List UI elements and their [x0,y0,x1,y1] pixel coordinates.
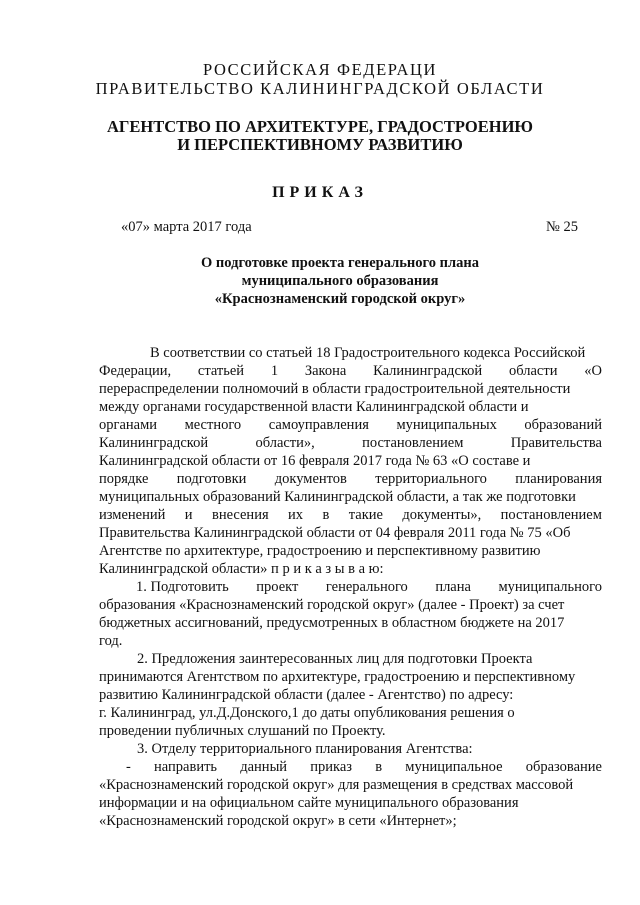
preamble-line-6 [99,434,602,452]
word: территориального [375,471,487,487]
preamble-line-1 [150,344,602,362]
subject-line1: О подготовке проекта генерального плана [201,255,479,271]
item2-line-2: принимаются Агентством по архитектуре, градостроению и перспективному [99,669,576,685]
item3-line-3: «Краснознаменский городской округ» для размещения в средствах массовой [99,777,574,793]
preamble-line-3: перераспределении полномочий в области градостроительной деятельности [99,381,571,397]
preamble-line-4: между органами государственной власти Калининградской области и [99,399,529,415]
item1-line-1 [136,578,602,596]
item2-line-3: развитию Калининградской области (далее - Агентство) по адресу: [99,687,514,703]
preamble-line-13: Калининградской области» п р и к а з ы в а ю: [99,561,384,577]
word: образование [525,759,602,775]
word: Калининградской [373,363,483,379]
preamble-line-2 [99,362,602,380]
order-number: № 25 [546,219,578,235]
item3-line-4: информации и на официальном сайте муниципального образования [99,795,519,811]
order-title: ПРИКАЗ [272,184,368,201]
word: Закона [304,363,347,379]
word: подготовки [176,471,247,487]
item3-line-1: 3. Отделу территориального планирования Агентства: [137,741,473,757]
government-heading: ПРАВИТЕЛЬСТВО КАЛИНИНГРАДСКОЙ ОБЛАСТИ [95,79,545,98]
word: порядке [99,471,149,487]
item1-line-4: год. [99,633,123,649]
subject-line2: муниципального образования [241,273,439,289]
word: Правительства [510,435,602,451]
word: в [375,759,383,775]
word: 1. Подготовить [136,579,229,595]
word: постановлением [362,435,464,451]
item3-line-5: «Краснознаменский городской округ» в сети «Интернет»; [99,813,457,829]
preamble-line-7: Калининградской области от 16 февраля 2017 года № 63 «О составе и [99,453,531,469]
word: Федерации, [99,363,172,379]
word: Калининградской [99,435,209,451]
word: - [126,759,131,775]
word: «О [584,363,602,379]
preamble-line-12: Агентстве по архитектуре, градостроению и перспективному развитию [99,543,541,559]
order-date: «07» марта 2017 года [121,219,252,235]
preamble-line-1-text: В соответствии со статьей 18 Градостроительного кодекса Российской [150,345,586,361]
preamble-line-5 [99,416,602,434]
item1-line-2: образования «Краснознаменский городской округ» (далее - Проект) за счет [99,597,565,613]
word: направить [154,759,218,775]
word: данный [240,759,288,775]
word: постановлением [500,507,602,523]
item2-line-1: 2. Предложения заинтересованных лиц для подготовки Проекта [137,651,533,667]
item3-line-2 [126,758,602,776]
word: внесения [211,507,269,523]
item2-line-4: г. Калининград, ул.Д.Донского,1 до даты опубликования решения о [99,705,515,721]
word: образований [524,417,602,433]
preamble-line-11: Правительства Калининградской области от 04 февраля 2011 года № 75 «Об [99,525,571,541]
agency-heading-line2: И ПЕРСПЕКТИВНОМУ РАЗВИТИЮ [177,135,463,154]
word: документы», [402,507,482,523]
preamble-line-10 [99,506,602,524]
word: самоуправления [268,417,369,433]
word: области [508,363,558,379]
word: муниципальных [396,417,497,433]
word: планирования [515,471,602,487]
word: генерального [325,579,408,595]
word: 1 [270,363,279,379]
word: муниципального [498,579,602,595]
word: муниципальное [405,759,503,775]
word: статьей [197,363,245,379]
word: плана [435,579,471,595]
item2-line-5: проведении публичных слушаний по Проекту. [99,723,386,739]
word: местного [184,417,242,433]
word: их [288,507,304,523]
preamble-line-9: муниципальных образований Калининградской области, а так же подготовки [99,489,576,505]
word: приказ [310,759,353,775]
item1-line-3: бюджетных ассигнований, предусмотренных в областном бюджете на 2017 [99,615,565,631]
country-heading: РОССИЙСКАЯ ФЕДЕРАЦИ [202,60,438,79]
preamble-line-8 [99,470,602,488]
subject-line3: «Краснознаменский городской округ» [214,291,466,307]
word: в [322,507,330,523]
word: проект [256,579,299,595]
word: органами [99,417,158,433]
word: документов [274,471,347,487]
word: области», [255,435,315,451]
word: такие [348,507,383,523]
agency-heading-line1: АГЕНТСТВО ПО АРХИТЕКТУРЕ, ГРАДОСТРОЕНИЮ [107,117,533,136]
word: изменений [99,507,166,523]
word: и [184,507,193,523]
